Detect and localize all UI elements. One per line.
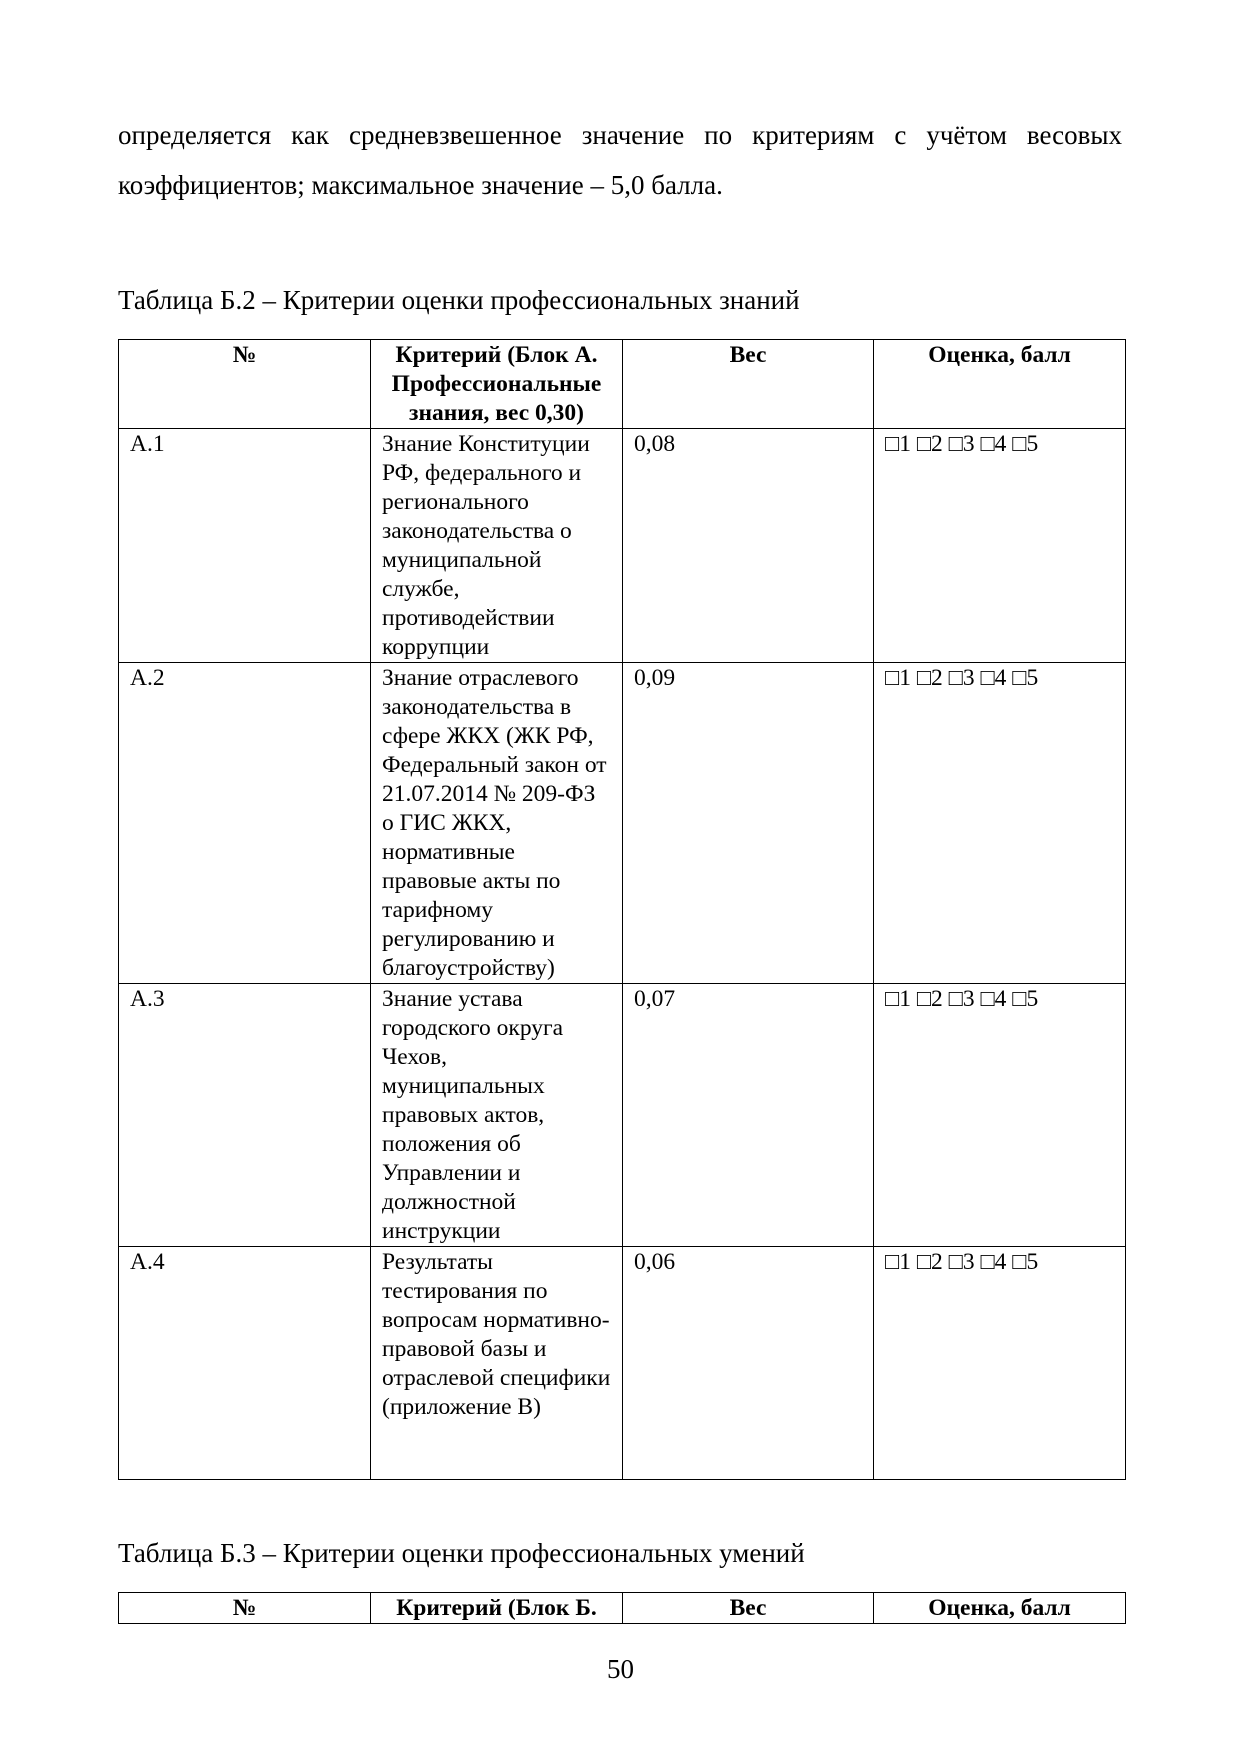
table-b2-caption: Таблица Б.2 – Критерии оценки профессиональных знаний bbox=[118, 285, 800, 315]
row-number: А.3 bbox=[119, 984, 371, 1247]
table-b3-header-weight: Вес bbox=[623, 1593, 874, 1624]
row-weight: 0,07 bbox=[623, 984, 874, 1247]
table-row bbox=[119, 984, 1126, 1247]
table-row bbox=[119, 1247, 1126, 1480]
intro-paragraph-line-2: коэффициентов; максимальное значение – 5,0 балла. bbox=[118, 170, 723, 200]
table-row bbox=[119, 429, 1126, 663]
table-b3-header-number: № bbox=[119, 1593, 371, 1624]
row-score-checkboxes[interactable]: □1 □2 □3 □4 □5 bbox=[874, 984, 1126, 1247]
page-number: 50 bbox=[607, 1654, 634, 1684]
row-score-checkboxes[interactable]: □1 □2 □3 □4 □5 bbox=[874, 663, 1126, 984]
row-criterion: Знание Конституции РФ, федерального и регионального законодательства о муниципальной службе, противодействии коррупции bbox=[371, 429, 623, 663]
row-number: А.1 bbox=[119, 429, 371, 663]
row-criterion: Результаты тестирования по вопросам нормативно-правовой базы и отраслевой специфики (приложение В) bbox=[371, 1247, 623, 1480]
row-criterion: Знание отраслевого законодательства в сфере ЖКХ (ЖК РФ, Федеральный закон от 21.07.2014 № 209-ФЗ о ГИС ЖКХ, нормативные правовые акты по тарифному регулированию и благоустройству) bbox=[371, 663, 623, 984]
row-number: А.4 bbox=[119, 1247, 371, 1480]
table-row bbox=[119, 663, 1126, 984]
row-weight: 0,08 bbox=[623, 429, 874, 663]
row-weight: 0,06 bbox=[623, 1247, 874, 1480]
table-b2-header-weight: Вес bbox=[623, 340, 874, 429]
intro-paragraph-line-1: определяется как средневзвешенное значение по критериям с учётом весовых bbox=[118, 120, 1122, 150]
table-b2-header-row bbox=[119, 340, 1126, 429]
table-b2-header-criterion: Критерий (Блок А. Профессиональные знания, вес 0,30) bbox=[371, 340, 623, 429]
table-b3-header-criterion: Критерий (Блок Б. bbox=[371, 1593, 623, 1624]
row-score-checkboxes[interactable]: □1 □2 □3 □4 □5 bbox=[874, 1247, 1126, 1480]
table-b3-header-score: Оценка, балл bbox=[874, 1593, 1126, 1624]
table-b3-header-row bbox=[119, 1593, 1126, 1624]
row-number: А.2 bbox=[119, 663, 371, 984]
table-b2-header-score: Оценка, балл bbox=[874, 340, 1126, 429]
row-criterion: Знание устава городского округа Чехов, муниципальных правовых актов, положения об Управлении и должностной инструкции bbox=[371, 984, 623, 1247]
table-b2-header-number: № bbox=[119, 340, 371, 429]
row-weight: 0,09 bbox=[623, 663, 874, 984]
table-b3 bbox=[118, 1592, 1126, 1624]
row-score-checkboxes[interactable]: □1 □2 □3 □4 □5 bbox=[874, 429, 1126, 663]
table-b2 bbox=[118, 339, 1126, 1480]
table-b3-caption: Таблица Б.3 – Критерии оценки профессиональных умений bbox=[118, 1538, 805, 1568]
